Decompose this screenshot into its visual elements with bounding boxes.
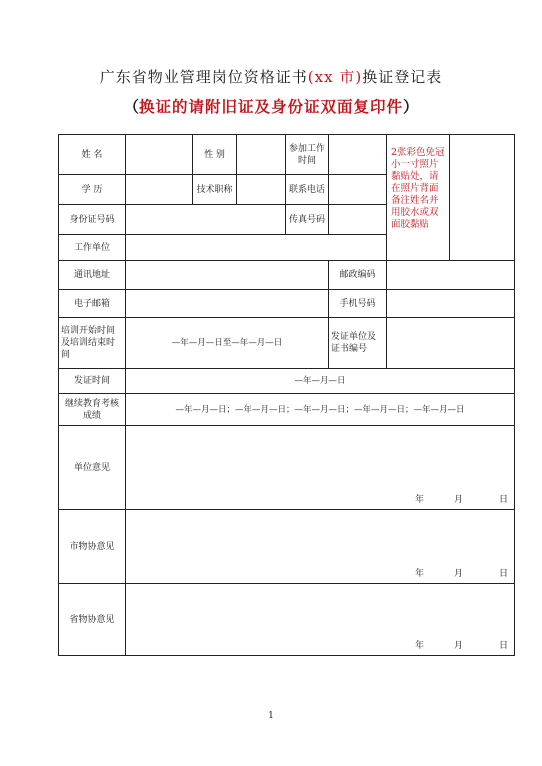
id-label: 身份证号码 (59, 205, 126, 235)
form-subtitle (0, 95, 542, 117)
prov-opinion-date: 年 月 日 (414, 641, 508, 651)
subtitle-text: 换证的请附旧证及身份证双面复印件 (138, 97, 403, 116)
prov-opinion-value[interactable] (126, 584, 515, 656)
email-value[interactable] (126, 290, 329, 318)
title-main: 广东省物业管理岗位资格证书 (99, 68, 308, 86)
page-number: 1 (268, 711, 274, 721)
name-value[interactable] (126, 135, 193, 175)
prov-opinion-label: 省物协意见 (59, 584, 126, 656)
gender-label: 性 别 (193, 135, 237, 175)
city-opinion-label: 市物协意见 (59, 510, 126, 584)
work-start-label: 参加工作时间 (286, 135, 329, 175)
subtitle-close-paren: ） (403, 97, 419, 116)
education-label: 学 历 (59, 175, 126, 205)
city-opinion-value[interactable] (126, 510, 515, 584)
photo-blank (450, 135, 515, 261)
subtitle-open-paren: （ (123, 97, 139, 116)
title-value[interactable] (237, 175, 286, 205)
unit-opinion-value[interactable] (126, 426, 515, 510)
fax-label: 传真号码 (286, 205, 329, 235)
address-value[interactable] (126, 261, 329, 290)
gender-value[interactable] (237, 135, 286, 175)
title-city: (xx 市) (307, 68, 363, 86)
issuer-value[interactable] (387, 318, 515, 369)
title-suffix: 换证登记表 (362, 68, 443, 86)
issue-date-value[interactable]: —年—月—日 (126, 369, 515, 394)
education-value[interactable] (126, 175, 193, 205)
ce-label: 继续教育考核成绩 (59, 394, 126, 426)
email-label: 电子邮箱 (59, 290, 126, 318)
mobile-label: 手机号码 (329, 290, 387, 318)
ce-value[interactable]: —年—月—日；—年—月—日；—年—月—日；—年—月—日；—年—月—日 (126, 394, 515, 426)
city-opinion-date: 年 月 日 (414, 569, 508, 579)
address-label: 通讯地址 (59, 261, 126, 290)
mobile-value[interactable] (387, 290, 515, 318)
postcode-label: 邮政编码 (329, 261, 387, 290)
employer-label: 工作单位 (59, 235, 126, 261)
fax-value[interactable] (329, 205, 387, 235)
issue-date-label: 发证时间 (59, 369, 126, 394)
unit-opinion-date: 年 月 日 (414, 495, 508, 505)
phone-value[interactable] (329, 175, 387, 205)
unit-opinion-label: 单位意见 (59, 426, 126, 510)
issuer-label: 发证单位及证书编号 (329, 318, 387, 369)
phone-label: 联系电话 (286, 175, 329, 205)
name-label: 姓 名 (59, 135, 126, 175)
registration-form-table (58, 134, 515, 656)
training-value[interactable]: —年—月—日至—年—月—日 (126, 318, 329, 369)
title-label: 技术职称 (193, 175, 237, 205)
work-start-value[interactable] (329, 135, 387, 175)
employer-value[interactable] (126, 235, 387, 261)
postcode-value[interactable] (387, 261, 515, 290)
id-value[interactable] (126, 205, 286, 235)
form-title (0, 66, 542, 87)
training-label: 培训开始时间及培训结束时间 (59, 318, 126, 369)
photo-area: 2张彩色免冠小一寸照片黏贴处，请在照片背面备注姓名并用胶水或双面胶黏贴 (387, 135, 450, 261)
